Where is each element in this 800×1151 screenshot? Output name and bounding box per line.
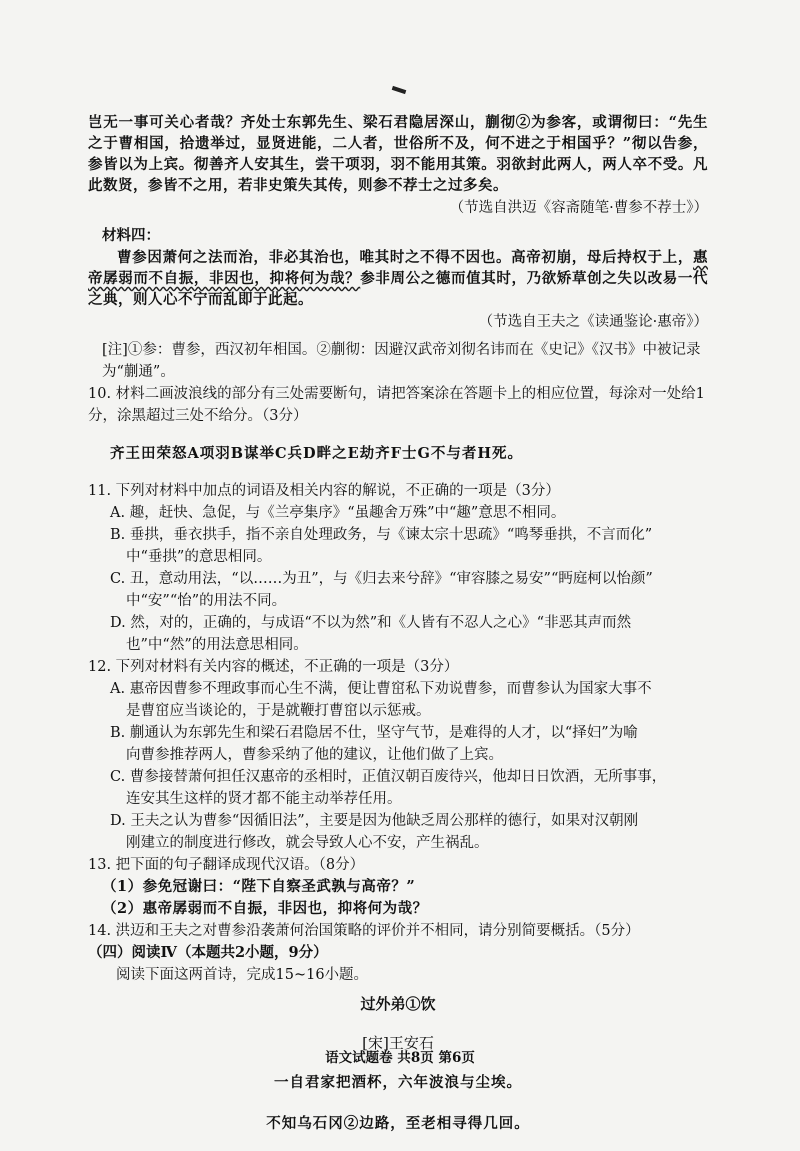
- passage-4-source: （节选自王夫之《读通鉴论·惠帝》）: [478, 314, 708, 330]
- question-12-option-c: C. 曹参接替萧何担任汉惠帝的丞相时，正值汉朝百废待兴，他却日日饮酒，无所事事， 连安其生这样的贤才都不能主动举荐任用。: [110, 769, 667, 807]
- poem-line-1: 一自君家把酒杯，六年波浪与尘埃。: [274, 1074, 522, 1091]
- poem-title: 过外弟①饮: [360, 995, 436, 1013]
- passage-4-text-before: 曹参因萧何之法而治，非必其治也，唯其时之不得不因也。高帝初崩，母后持权于上，: [117, 249, 693, 266]
- page-content: [88, 112, 708, 1151]
- question-11-option-c: C. 丑，意动用法，“以……为丑”，与《归去来兮辞》“审容膝之易安”“眄庭柯以怡颜” 中“安”“怡”的用法不同。: [110, 571, 653, 609]
- question-12-option-a: A. 惠帝因曹参不理政事而心生不满，便让曹窋私下劝说曹参，而曹参认为国家大事不 是曹窋应当谈论的，于是就鞭打曹窋以示惩戒。: [110, 681, 652, 719]
- passage-3-text: 岂无一事可关心者哉？齐处士东郭先生、梁石君隐居深山，蒯彻②为参客，或谓彻曰：“先生之于曹相国，拾遗举过，显贤进能，二人者，世俗所不及，何不进之于相国乎？”彻以告参，参皆以为上宾。彻善齐人安其生，尝干项羽，羽不能用其策。羽欲封此两人，两人卒不受。凡此数贤，参皆不之用，若非史策失其传，则参不荐士之过多矣。: [88, 114, 708, 194]
- question-10-stem: 10. 材料二画波浪线的部分有三处需要断句，请把答案涂在答题卡上的相应位置，每涂对一处给1分，涂黑超过三处不给分。（3分）: [88, 386, 705, 424]
- passage-4-heading: 材料四：: [102, 227, 160, 244]
- question-11-option-b: B. 垂拱，垂衣拱手，指不亲自处理政务，与《谏太宗十思疏》“鸣琴垂拱，不言而化” 中“垂拱”的意思相同。: [110, 527, 653, 565]
- section-4-heading: （四）阅读Ⅳ（本题共2小题，9分）: [88, 944, 328, 961]
- question-11-stem: 11. 下列对材料中加点的词语及相关内容的解说，不正确的一项是（3分）: [88, 483, 560, 499]
- question-12-option-d: D. 王夫之认为曹参“因循旧法”，主要是因为他缺乏周公那样的德行，如果对汉朝刚 刚建立的制度进行修改，就会导致人心不安，产生祸乱。: [110, 813, 639, 851]
- poem-author: [宋]王安石: [362, 1034, 434, 1052]
- passage-4-text-after: 参非周公之德而值其时，乃欲矫草创之失以改易一代之典，则人心不宁而乱即于此起。: [88, 270, 708, 308]
- passage-3-source: （节选自洪迈《容斋随笔·曹参不荐士》）: [449, 200, 708, 216]
- passage-4-underlined: 惠帝孱弱而不自振，非因也，抑将何为哉？: [88, 249, 708, 287]
- question-11-option-d: D. 然，对的，正确的，与成语“不以为然”和《人皆有不忍人之心》“非恶其声而然 也”中“然”的用法意思相同。: [110, 615, 632, 653]
- passage-4-text: [88, 247, 708, 310]
- question-14-stem: 14. 洪迈和王夫之对曹参沿袭萧何治国策略的评价并不相同，请分别简要概括。（5分）: [88, 923, 640, 939]
- question-13-sentence-2: （2）惠帝孱弱而不自振，非因也，抑将何为哉？: [102, 900, 428, 917]
- question-13-sentence-1: （1）参免冠谢曰：“陛下自察圣武孰与高帝？”: [102, 878, 416, 895]
- poem-line-2: 不知乌石冈②边路，至老相寻得几回。: [266, 1114, 530, 1132]
- question-12-option-b: B. 蒯通认为东郭先生和梁石君隐居不仕，坚守气节，是难得的人才，以“择妇”为喻 向曹参推荐两人，曹参采纳了他的建议，让他们做了上宾。: [110, 725, 638, 763]
- section-4-instruction: 阅读下面这两首诗，完成15~16小题。: [116, 967, 369, 983]
- question-10-sentence: 齐王田荣怒A项羽B谋举C兵D畔之E劫齐F士G不与者H死。: [110, 444, 524, 462]
- question-11-option-a: A. 趣，赶快、急促，与《兰亭集序》“虽趣舍万殊”中“趣”意思不相同。: [110, 505, 566, 521]
- annotation-note: [注]①参：曹参，西汉初年相国。②蒯彻：因避汉武帝刘彻名讳而在《史记》《汉书》中被记录为“蒯通”。: [102, 342, 701, 380]
- question-13-stem: 13. 把下面的句子翻译成现代汉语。（8分）: [88, 857, 365, 873]
- question-12-stem: 12. 下列对材料有关内容的概述，不正确的一项是（3分）: [88, 659, 459, 675]
- page-footer: 语文试题卷 共8页 第6页: [325, 1050, 475, 1066]
- scan-mark: [392, 86, 407, 94]
